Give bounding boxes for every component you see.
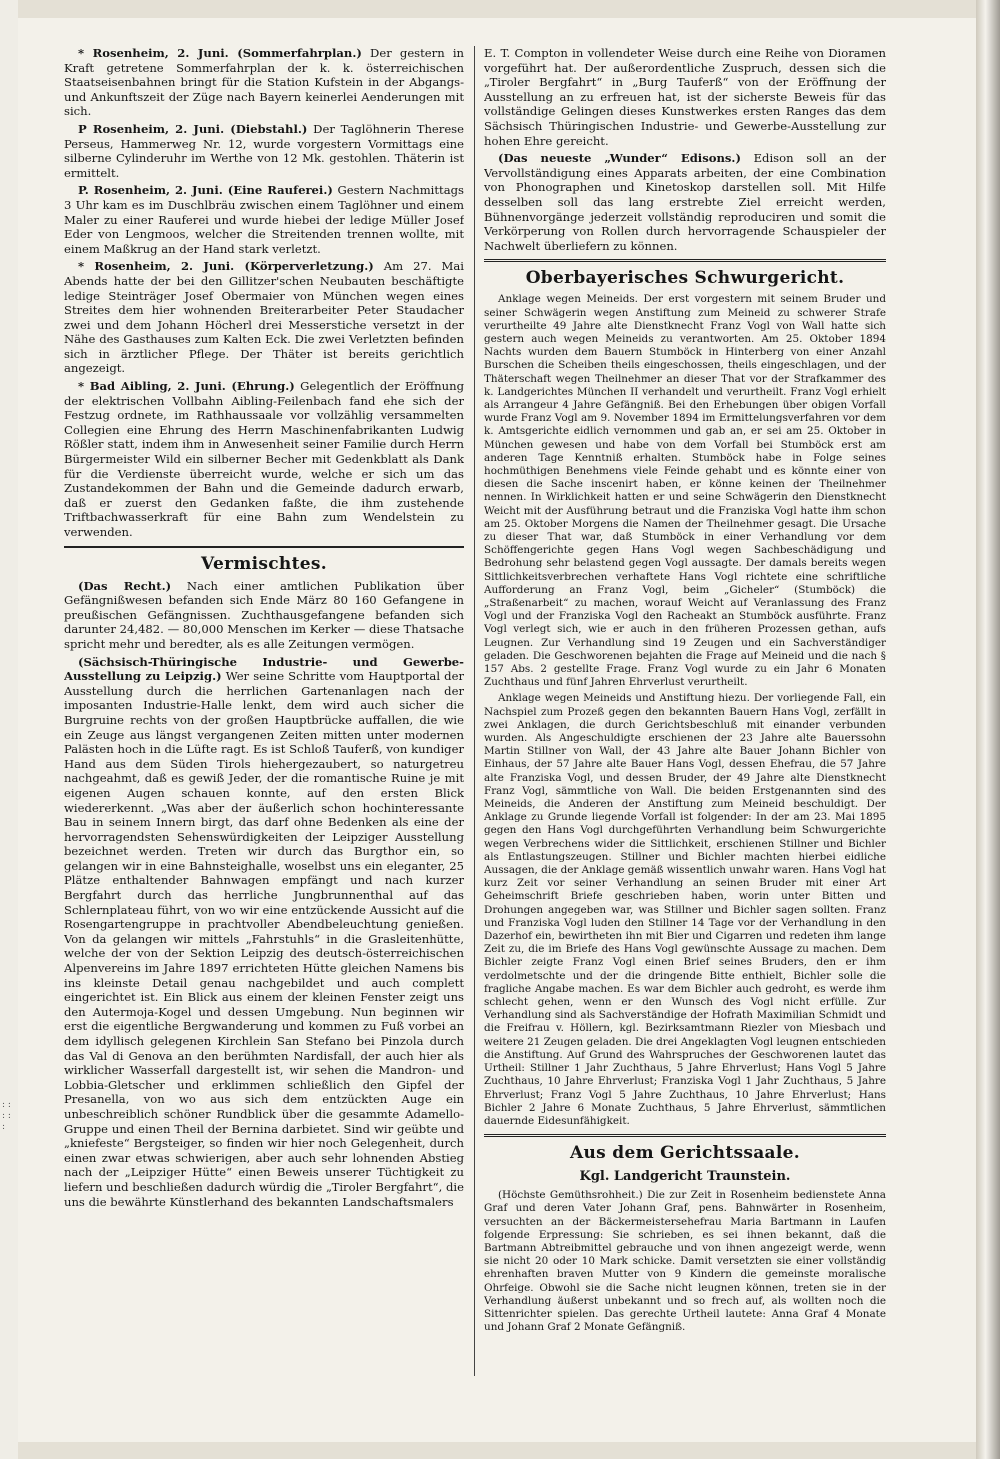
news-edison [484, 151, 886, 253]
margin-marks: : : : : : [2, 1100, 11, 1132]
item-heading: (Das Recht.) [78, 578, 172, 593]
item-text: Nach einer amtlichen Publikation über Gefängnißwesen befanden sich Ende März 80 160 Gefangene in preußischen Gefängnissen. Zuchthausgefangene befanden sich darunter 24,482. — 80,000 Menschen im Kerker — diese Thatsache spricht mehr und beredter, als es alle Zeitungen vermögen. [64, 578, 464, 651]
item-text: Gelegentlich der Eröffnung der elektrischen Vollbahn Aibling-Feilenbach fand ehe sich der Festzug ordnete, im Rathhaussaale vor vollzählig versammelten Collegien eine Ehrung des Herrn Maschinenfabrikanten Ludwig Rößler statt, indem ihm in Anwesenheit seiner Familie durch Herrn Bürgermeister Wild ein silberner Becher mit Gedenkblatt als Dank für die Verdienste überreicht wurde, welche er sich um das Zustandekommen der Bahn und die Gemeinde dadurch erwarb, daß er zuerst den Gedanken faßte, die ihm zustehende Triftbachwasserkraft für eine Bahn zum Wendelstein zu verwenden. [64, 379, 464, 539]
left-column [64, 46, 464, 1376]
section-title-schwurgericht: Oberbayerisches Schwurgericht. [525, 268, 845, 289]
section-rule [484, 259, 886, 262]
column-divider [474, 46, 475, 1376]
section-title-vermischtes: Vermischtes. [201, 553, 327, 574]
item-text: Am 27. Mai Abends hatte der bei den Gillitzer'schen Neubauten beschäftigte ledige Steinträger Josef Obermaier von München wegen eines Streites dem hier wohnenden Breiterarbeiter Peter Staudacher zwei und dem Johann Höcherl drei Messerstiche versetzt in der Nähe des Gasthauses zum Kalten Eck. Die zwei Verletzten befinden sich in ärztlicher Pflege. Der Thäter ist bereits gerichtlich angezeigt. [64, 259, 464, 376]
news-rosenheim-rauferei [64, 183, 464, 256]
news-compton-continued: E. T. Compton in vollendeter Weise durch eine Reihe von Dioramen vorgeführt hat. Der außerordentliche Zuspruch, dessen sich die „Tiroler Bergfahrt“ in „Burg Tauferß“ von der Eröffnung der Ausstellung an zu erfreuen hat, ist der sicherste Beweis für das vollständige Gelingen dieses Kunstwerkes ersten Ranges das dem Sächsisch Thüringischen Industrie- und Gewerbe-Ausstellung zur hohen Ehre gereicht. [484, 46, 886, 148]
page-left-edge [0, 0, 18, 1459]
section-rule [484, 1134, 886, 1137]
item-heading: * Bad Aibling, 2. Juni. (Ehrung.) [78, 379, 295, 394]
news-rosenheim-koerperverletzung [64, 259, 464, 376]
item-heading: (Sächsisch-Thüringische Industrie- und Gewerbe-Ausstellung zu Leipzig.) [64, 654, 464, 684]
item-heading: * Rosenheim, 2. Juni. (Körperverletzung.) [78, 259, 374, 274]
court-case-anstiftung: Anklage wegen Meineids und Anstiftung hiezu. Der vorliegende Fall, ein Nachspiel zum Prozeß gegen den bekannten Bauern Hans Vogl, zerfällt in zwei Anklagen, die durch Gerichtsbeschluß mit einander verbunden wurden. Als Angeschuldigte erschienen der 23 Jahre alte Bauerssohn Martin Stillner von Wall, der 43 Jahre alte Bauer Johann Bichler von Einhaus, der 57 Jahre alte Bauer Hans Vogl, dessen Ehefrau, die 57 Jahre alte Franziska Vogl, und dessen Bruder, der 49 Jahre alte Dienstknecht Franz Vogl, sämmtliche von Wall. Die beiden Erstgenannten sind des Meineids, die Anderen der Anstiftung zum Meineid beschuldigt. Der Anklage zu Grunde liegende Vorfall ist folgender: In der am 23. Mai 1895 gegen den Hans Vogl durchgeführten Verhandlung beim Schwurgerichte wegen Verbrechens wider die Sittlichkeit, erschienen Stillner und Bichler als Entlastungszeugen. Stillner und Bichler machten hierbei eidliche Aussagen, die der Anklage gemäß wissentlich unwahr waren. Hans Vogl hat kurz Zeit vor seiner Verhandlung an seinen Bruder mit einer Art Geheimschrift Briefe geschrieben haben, worin unter Bitten und Drohungen angegeben war, was Stillner und Bichler sagen sollten. Franz und Franziska Vogl luden den Stillner 14 Tage vor der Verhandlung in den Dazerhof ein, bewirtheten ihn mit Bier und Cigarren und redeten ihm lange Zeit zu, die im Briefe des Hans Vogl gewünschte Aussage zu machen. Dem Bichler zeigte Franz Vogl einen Brief seines Bruders, den er ihm verdolmetschte und der die dringende Bitte enthielt, Bichler solle die fragliche Angabe machen. Es war dem Bichler auch gedroht, es werde ihm schlecht gehen, wenn er den Wunsch des Vogl nicht erfülle. Zur Verhandlung sind als Sachverständige der Hofrath Maximilian Schmidt und die Freifrau v. Höllern, kgl. Bezirksamtmann Riezler von Miesbach und weitere 21 Zeugen geladen. Die drei Angeklagten Vogl leugnen entschieden die Anstiftung. Auf Grund des Wahrspruches der Geschworenen lautet das Urtheil: Stillner 1 Jahr Zuchthaus, 5 Jahre Ehrverlust; Hans Vogl 5 Jahre Zuchthaus, 10 Jahre Ehrverlust; Franziska Vogl 1 Jahr Zuchthaus, 5 Jahre Ehrverlust; Franz Vogl 5 Jahre Zuchthaus, 10 Jahre Ehrverlust; Hans Bichler 2 Jahre 6 Monate Zuchthaus, 5 Jahre Ehrverlust, sämmtlichen dauernde Eidesunfähigkeit. [484, 692, 886, 1127]
item-text: Der Taglöhnerin Therese Perseus, Hammerweg Nr. 12, wurde vorgestern Vormittags eine silberne Cylinderuhr im Werthe von 12 Mk. gestohlen. Thäterin ist ermittelt. [64, 121, 464, 180]
item-text: Wer seine Schritte vom Hauptportal der Ausstellung durch die herrlichen Gartenanlagen nach der imposanten Industrie-Halle lenkt, dem wird auch sicher die Burgruine rechts von der großen Hauptbrücke auffallen, die wie ein Zeuge aus längst vergangenen Zeiten mitten unter modernen Palästen hoch in die Lüfte ragt. Es ist Schloß Tauferß, von kundiger Hand aus dem Süden Tirols hiehergezaubert, so naturgetreu nachgeahmt, daß es gewiß Jeder, der die romantische Ruine je mit eigenen Augen schauen konnte, auf den ersten Blick wiedererkennt. „Was aber der äußerlich schon hochinteressante Bau in seinem Innern birgt, das darf ohne Bedenken als eine der hervorragendsten Sehenswürdigkeiten der Leipziger Ausstellung bezeichnet werden. Treten wir durch das Burgthor ein, so gelangen wir in eine Bahnsteighalle, woselbst uns ein eleganter, 25 Plätze enthaltender Bahnwagen empfängt und nach kurzer Bergfahrt durch das herrliche Jungbrunnenthal auf das Schlernplateau führt, von wo wir eine entzückende Aussicht auf die Rosengartengruppe in prachtvoller Abendbeleuchtung genießen. Von da gelangen wir mittels „Fahrstuhls“ in die Grasleitenhütte, welche der von der Sektion Leipzig des deutsch-österreichischen Alpenvereins im Jahre 1897 errichteten Hütte gleichen Namens bis ins kleinste Detail genau nachgebildet und auch complett eingerichtet ist. Ein Blick aus einem der kleinen Fenster zeigt uns den Autermoja-Kogel und dessen Umgebung. Nun beginnen wir erst die eigentliche Bergwanderung und kommen zu Fuß vorbei an dem idyllisch gelegenen Kirchlein San Stefano bei Pinzola durch das Val di Genova an den berühmten Nardisfall, der auch hier als wirklicher Wasserfall dargestellt ist, wir sehen die Mandron- und Lobbia-Gletscher und erklimmen schließlich den Gipfel der Presanella, von wo aus sich dem entzückten Auge ein unbeschreiblich schöner Rundblick über die gesammte Adamello-Gruppe und einen Theil der Bernina darbietet. Sind wir geübte und „kniefeste“ Bergsteiger, so finden wir hier noch Gelegenheit, durch einen zwar etwas schwierigen, aber auch sehr lohnenden Abstieg nach der „Leipziger Hütte“ einen Beweis unserer Tüchtigkeit zu liefern und beschließen dadurch würdig die „Tiroler Bergfahrt“, die uns die bewährte Künstlerhand des bekannten Landschaftsmalers [64, 669, 464, 1209]
item-text: Edison soll an der Vervollständigung eines Apparats arbeiten, der eine Combination von Phonographen und Kinetoskop darstellen soll. Mit Hilfe desselben soll das lang erstrebte Ziel erreicht werden, Bühnenvorgänge jederzeit vollständig reproduciren und somit die Verkörperung von Rollen durch hervorragende Schauspieler der Nachwelt überliefern zu können. [484, 151, 886, 253]
news-leipzig-ausstellung [64, 655, 464, 1210]
item-heading: * Rosenheim, 2. Juni. (Sommerfahrplan.) [78, 46, 362, 60]
court-case-gemuethsrohheit: (Höchste Gemüthsrohheit.) Die zur Zeit in Rosenheim bedienstete Anna Graf und deren Vater Johann Graf, pens. Bahnwärter in Rosenheim, versuchten an der Bäckermeistersehefrau Maria Bartmann in Laufen folgende Erpressung: Sie schrieben, es sei ihnen bekannt, daß die Bartmann Abtreibmittel gebrauche und von ihnen angezeigt werde, wenn sie nicht 20 oder 10 Mark schicke. Damit versetzten sie einer vollständig ehrenhaften braven Mutter von 9 Kindern die gemeinste moralische Ohrfeige. Obwohl sie die Sache nicht leugnen können, treten sie in der Verhandlung äußerst unbekannt und so frech auf, als wollten noch die Sittenrichter spielen. Das gerechte Urtheil lautete: Anna Graf 4 Monate und Johann Graf 2 Monate Gefängniß. [484, 1189, 886, 1334]
page-binding-edge [976, 0, 1000, 1459]
item-heading: (Das neueste „Wunder“ Edisons.) [498, 151, 741, 166]
right-column [484, 46, 886, 1376]
item-heading: P Rosenheim, 2. Juni. (Diebstahl.) [78, 121, 308, 136]
news-rosenheim-diebstahl [64, 122, 464, 180]
item-heading: P. Rosenheim, 2. Juni. (Eine Rauferei.) [78, 183, 333, 198]
news-das-recht [64, 579, 464, 652]
news-rosenheim-sommerfahrplan [64, 46, 464, 119]
section-title-gerichtssaale: Aus dem Gerichtssaale. [570, 1143, 800, 1164]
news-bad-aibling-ehrung [64, 379, 464, 540]
court-case-meineid: Anklage wegen Meineids. Der erst vorgestern mit seinem Bruder und seiner Schwägerin wegen Anstiftung zum Meineid zu schwerer Strafe verurtheilte 49 Jahre alte Dienstknecht Franz Vogl von Wall hatte sich gestern auch wegen Meineids zu verantworten. Am 25. Oktober 1894 Nachts wurden dem Bauern Stumböck in Hinterberg von einer Anzahl Burschen die Scheiben theils eingeschossen, theils eingeschlagen, und der Thäterschaft wegen Theilnehmer an dieser That vor der Strafkammer des k. Landgerichtes München II verhandelt und verurtheilt. Franz Vogl erhielt als Arrangeur 4 Jahre Gefängniß. Bei den Erhebungen über obigen Vorfall wurde Franz Vogl am 9. November 1894 im Ermittelungsverfahren vor dem k. Amtsgerichte eidlich vernommen und gab an, er sei am 25. Oktober in München gewesen und habe von dem Vorfall bei Stumböck erst am anderen Tage Kenntniß erhalten. Stumböck habe in Folge seines hochmüthigen Benehmens viele Feinde gehabt und es könnte einer von diesen die Sache inscenirt haben, er könne keinen der Theilnehmer nennen. In Wirklichkeit hatten er und seine Schwägerin den Dienstknecht Weicht mit der Ausführung betraut und die Franziska Vogl hatte ihm schon am 25. Oktober Morgens die Namen der Theilnehmer gesagt. Die Ursache zu dieser That war, daß Stumböck in einer Verhandlung vor dem Schöffengerichte gegen Hans Vogl wegen Sachbeschädigung und Bedrohung sehr belastend gegen Vogl aussagte. Der damals bereits wegen Sittlichkeitsverbrechen verhaftete Hans Vogl richtete eine schriftliche Aufforderung an Franz Vogl, beim „Gicheler“ (Stumböck) die „Straßenarbeit“ zu machen, worauf Weicht auf Veranlassung des Franz Vogl und der Franziska Vogl den Racheakt an Stumböck ausführte. Franz Vogl verlegt sich, wie er auch in den früheren Prozessen gethan, aufs Leugnen. Zur Verhandlung sind 19 Zeugen und ein Sachverständiger geladen. Die Geschworenen bejahten die Frage auf Meineid und die nach § 157 Abs. 2 gestellte Frage. Franz Vogl wurde zu ein Jahr 6 Monaten Zuchthaus und fünf Jahren Ehrverlust verurtheilt. [484, 293, 886, 689]
item-text: Gestern Nachmittags 3 Uhr kam es im Duschlbräu zwischen einem Taglöhner und einem Maler zu einer Rauferei und wurde hiebei der ledige Müller Josef Eder von Lengmoos, welcher die Streitenden trennen wollte, mit einem Maßkrug an der Hand stark verletzt. [64, 183, 464, 256]
subtitle-landgericht-traunstein: Kgl. Landgericht Traunstein. [579, 1169, 791, 1185]
section-rule [64, 546, 464, 548]
item-text: Der gestern in Kraft getretene Sommerfahrplan der k. k. österreichischen Staatseisenbahnen bringt für die Station Kufstein in der Abgangs- und Ankunftszeit der Züge nach Bayern keinerlei Aenderungen mit sich. [64, 46, 464, 119]
